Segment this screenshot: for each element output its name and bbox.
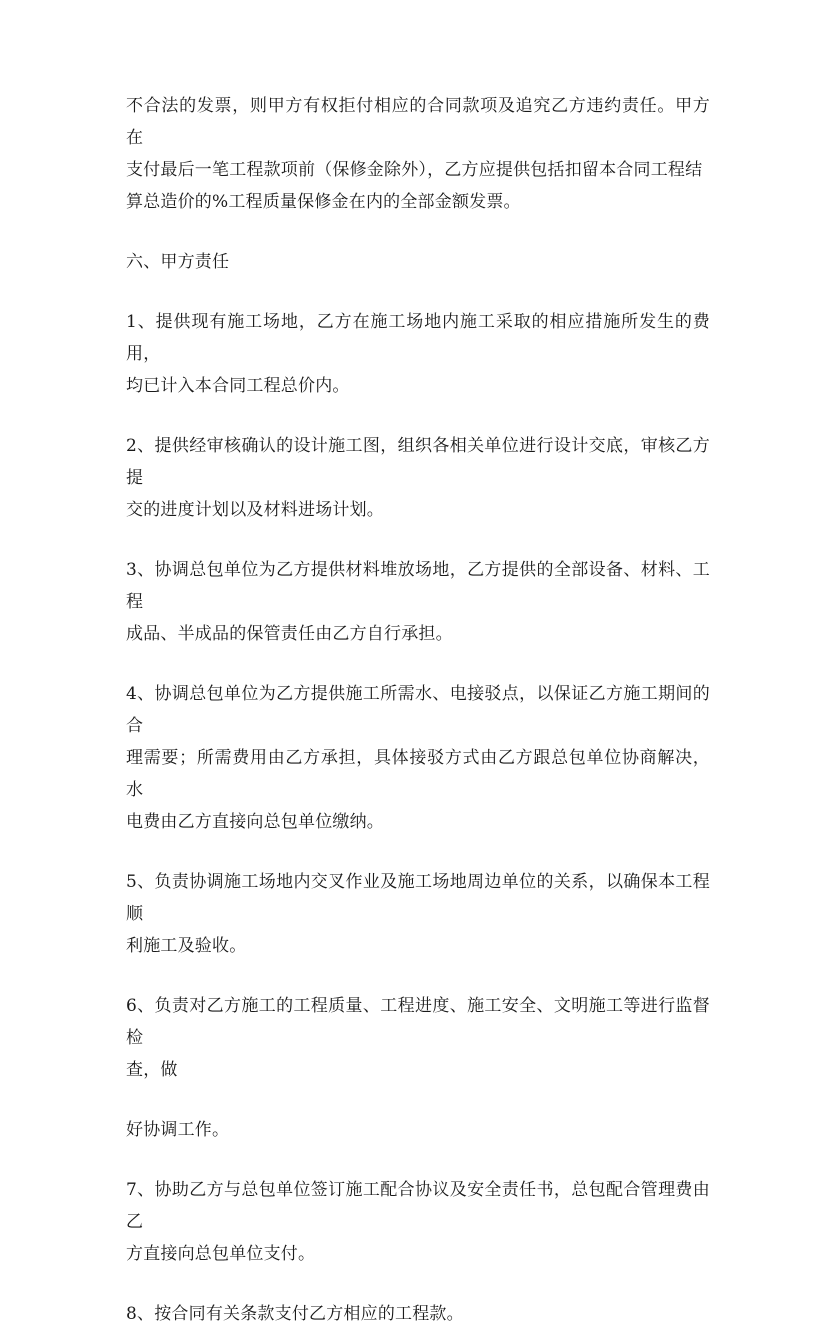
paragraph-item-6-continued: 好协调工作。 bbox=[126, 1120, 230, 1140]
text-line: 2、提供经审核确认的设计施工图，组织各相关单位进行设计交底，审核乙方提 bbox=[126, 436, 710, 488]
text-line: 算总造价的%工程质量保修金在内的全部金额发票。 bbox=[126, 192, 521, 212]
text-line: 电费由乙方直接向总包单位缴纳。 bbox=[126, 812, 384, 832]
text-line: 均已计入本合同工程总价内。 bbox=[126, 376, 350, 396]
text-line: 利施工及验收。 bbox=[126, 936, 247, 956]
paragraph-invoice-clause bbox=[126, 90, 710, 218]
text-line: 1、提供现有施工场地，乙方在施工场地内施工采取的相应措施所发生的费用， bbox=[126, 312, 710, 364]
text-line: 不合法的发票，则甲方有权拒付相应的合同款项及追究乙方违约责任。甲方在 bbox=[126, 96, 710, 148]
paragraph-item-4 bbox=[126, 678, 710, 838]
text-line: 7、协助乙方与总包单位签订施工配合协议及安全责任书，总包配合管理费由乙 bbox=[126, 1180, 710, 1232]
text-line: 成品、半成品的保管责任由乙方自行承担。 bbox=[126, 624, 453, 644]
text-line: 方直接向总包单位支付。 bbox=[126, 1244, 316, 1264]
text-line: 支付最后一笔工程款项前（保修金除外），乙方应提供包括扣留本合同工程结 bbox=[126, 160, 703, 180]
paragraph-item-1 bbox=[126, 306, 710, 402]
paragraph-item-3 bbox=[126, 554, 710, 650]
text-line: 4、协调总包单位为乙方提供施工所需水、电接驳点，以保证乙方施工期间的合 bbox=[126, 684, 710, 736]
paragraph-item-7 bbox=[126, 1174, 710, 1270]
paragraph-item-6 bbox=[126, 990, 710, 1086]
paragraph-item-2 bbox=[126, 430, 710, 526]
text-line: 查，做 bbox=[126, 1060, 178, 1080]
text-line: 3、协调总包单位为乙方提供材料堆放场地，乙方提供的全部设备、材料、工程 bbox=[126, 560, 710, 612]
text-line: 6、负责对乙方施工的工程质量、工程进度、施工安全、文明施工等进行监督检 bbox=[126, 996, 710, 1048]
text-line: 理需要；所需费用由乙方承担，具体接驳方式由乙方跟总包单位协商解决，水 bbox=[126, 748, 710, 800]
paragraph-item-8: 8、按合同有关条款支付乙方相应的工程款。 bbox=[126, 1304, 464, 1324]
section-title: 六、甲方责任 bbox=[126, 252, 230, 272]
paragraph-item-5 bbox=[126, 866, 710, 962]
text-line: 交的进度计划以及材料进场计划。 bbox=[126, 500, 384, 520]
text-line: 5、负责协调施工场地内交叉作业及施工场地周边单位的关系，以确保本工程顺 bbox=[126, 872, 710, 924]
